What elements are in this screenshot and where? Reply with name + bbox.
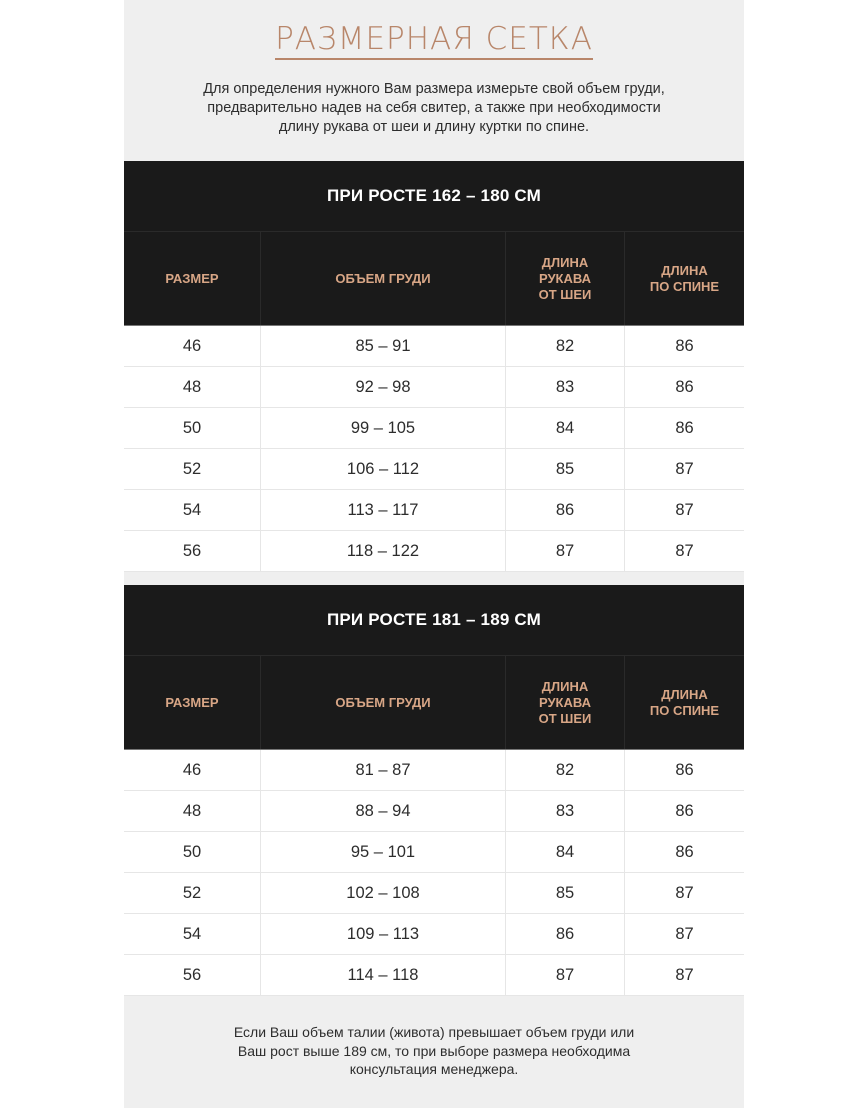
cell-back: 86: [675, 336, 694, 355]
cell-sleeve: 82: [506, 326, 625, 366]
table-row: [124, 791, 744, 832]
intro-line: предварительно надев на себя свитер, а также при необходимости: [207, 100, 661, 116]
table-row: [124, 531, 744, 572]
cell-sleeve: 84: [506, 408, 625, 448]
cell-chest: 102 – 108: [261, 873, 506, 913]
cell-back: 87: [675, 541, 694, 560]
header-sleeve: ДЛИНА РУКАВА ОТ ШЕИ: [506, 656, 625, 749]
cell-size: 56: [124, 955, 261, 995]
header-size: РАЗМЕР: [124, 656, 261, 749]
table-body: [124, 749, 744, 996]
table-body: [124, 325, 744, 572]
table-row: [124, 914, 744, 955]
cell-sleeve: 85: [506, 449, 625, 489]
footnote: [164, 1023, 704, 1079]
table-title: ПРИ РОСТЕ 181 – 189 СМ: [124, 585, 744, 655]
cell-chest: 106 – 112: [261, 449, 506, 489]
table-header-row: [124, 231, 744, 325]
table-row: [124, 873, 744, 914]
cell-size: 52: [124, 873, 261, 913]
note-line: консультация менеджера.: [349, 1061, 519, 1077]
cell-sleeve: 83: [506, 367, 625, 407]
cell-back: 86: [675, 801, 694, 820]
header-back: ДЛИНА ПО СПИНЕ: [649, 262, 720, 294]
cell-back: 87: [675, 965, 694, 984]
cell-size: 54: [124, 490, 261, 530]
cell-back: 86: [675, 377, 694, 396]
cell-chest: 81 – 87: [261, 750, 506, 790]
cell-chest: 114 – 118: [261, 955, 506, 995]
cell-size: 52: [124, 449, 261, 489]
cell-chest: 99 – 105: [261, 408, 506, 448]
table-header-row: [124, 655, 744, 749]
cell-size: 46: [124, 326, 261, 366]
cell-back: 86: [675, 418, 694, 437]
cell-back: 87: [675, 924, 694, 943]
table-row: [124, 326, 744, 367]
size-chart-panel: [124, 0, 744, 1108]
cell-sleeve: 86: [506, 490, 625, 530]
cell-chest: 85 – 91: [261, 326, 506, 366]
cell-size: 54: [124, 914, 261, 954]
table-title: ПРИ РОСТЕ 162 – 180 СМ: [124, 161, 744, 231]
cell-sleeve: 86: [506, 914, 625, 954]
intro-line: длину рукава от шеи и длину куртки по спине.: [278, 119, 590, 135]
table-row: [124, 490, 744, 531]
cell-sleeve: 87: [506, 955, 625, 995]
cell-back: 87: [675, 500, 694, 519]
cell-size: 50: [124, 832, 261, 872]
cell-sleeve: 83: [506, 791, 625, 831]
cell-size: 48: [124, 367, 261, 407]
size-table-162-180: [124, 161, 744, 572]
cell-chest: 88 – 94: [261, 791, 506, 831]
cell-size: 46: [124, 750, 261, 790]
table-row: [124, 832, 744, 873]
cell-sleeve: 87: [506, 531, 625, 571]
cell-chest: 109 – 113: [261, 914, 506, 954]
cell-chest: 118 – 122: [261, 531, 506, 571]
header-size: РАЗМЕР: [124, 232, 261, 325]
header-back: ДЛИНА ПО СПИНЕ: [649, 686, 720, 718]
intro-text: [154, 80, 714, 137]
header-chest: ОБЪЕМ ГРУДИ: [261, 232, 506, 325]
header-chest: ОБЪЕМ ГРУДИ: [261, 656, 506, 749]
size-table-181-189: [124, 585, 744, 996]
cell-back: 86: [675, 760, 694, 779]
cell-chest: 92 – 98: [261, 367, 506, 407]
table-row: [124, 955, 744, 996]
cell-sleeve: 84: [506, 832, 625, 872]
intro-line: Для определения нужного Вам размера измерьте свой объем груди,: [203, 81, 665, 97]
cell-size: 48: [124, 791, 261, 831]
cell-chest: 113 – 117: [261, 490, 506, 530]
cell-back: 87: [675, 459, 694, 478]
table-row: [124, 367, 744, 408]
cell-back: 87: [675, 883, 694, 902]
header-sleeve: ДЛИНА РУКАВА ОТ ШЕИ: [506, 232, 625, 325]
note-line: Если Ваш объем талии (живота) превышает объем груди или: [233, 1024, 635, 1040]
cell-back: 86: [675, 842, 694, 861]
cell-chest: 95 – 101: [261, 832, 506, 872]
title-wrap: [124, 22, 744, 60]
table-row: [124, 750, 744, 791]
cell-size: 50: [124, 408, 261, 448]
cell-sleeve: 85: [506, 873, 625, 913]
table-row: [124, 408, 744, 449]
note-line: Ваш рост выше 189 см, то при выборе размера необходима: [237, 1042, 631, 1059]
table-row: [124, 449, 744, 490]
page-title: РАЗМЕРНАЯ СЕТКА: [275, 22, 593, 60]
cell-sleeve: 82: [506, 750, 625, 790]
cell-size: 56: [124, 531, 261, 571]
